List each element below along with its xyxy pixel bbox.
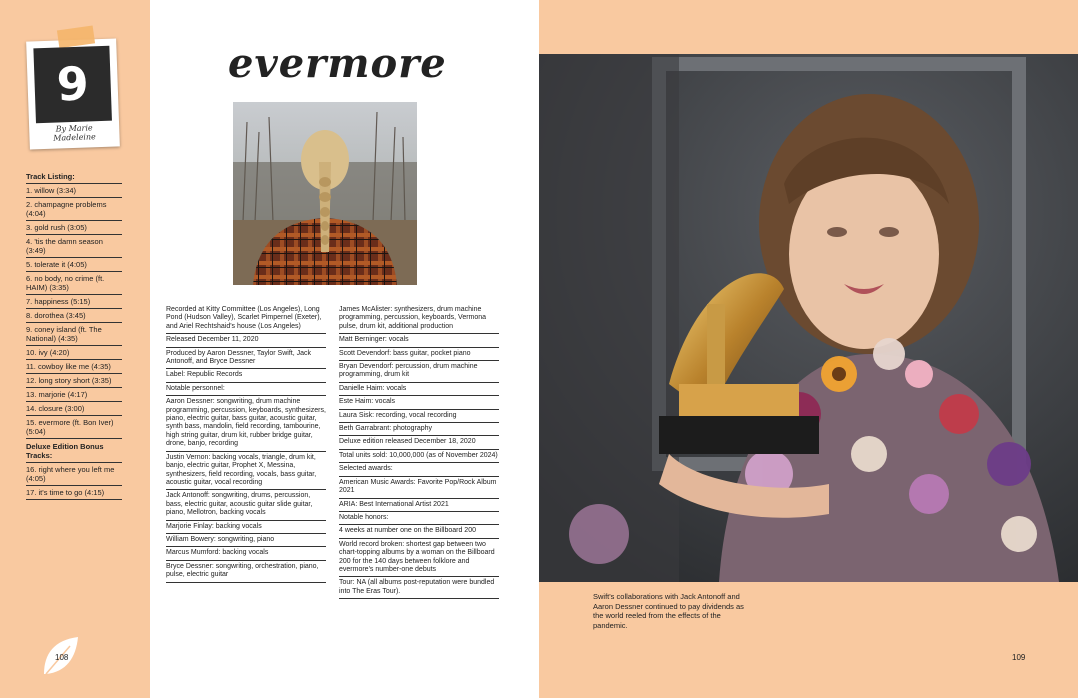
credit-entry: Laura Sisk: recording, vocal recording (339, 410, 499, 423)
track-row: 5. tolerate it (4:05) (26, 258, 122, 272)
track-row: 10. ivy (4:20) (26, 346, 122, 360)
credit-entry: Label: Republic Records (166, 369, 326, 382)
credit-entry: William Bowery: songwriting, piano (166, 534, 326, 547)
track-row: 11. cowboy like me (4:35) (26, 360, 122, 374)
credit-entry: Marjorie Finlay: backing vocals (166, 521, 326, 534)
credit-entry: ARIA: Best International Artist 2021 (339, 499, 499, 512)
chapter-polaroid (26, 38, 120, 149)
track-row: 4. 'tis the damn season (3:49) (26, 235, 122, 258)
track-row: 8. dorothea (3:45) (26, 309, 122, 323)
page-number-left: 108 (55, 653, 69, 662)
artist-photo (539, 54, 1078, 582)
track-row: 12. long story short (3:35) (26, 374, 122, 388)
credit-entry: Scott Devendorf: bass guitar, pocket piano (339, 348, 499, 361)
credit-entry: Produced by Aaron Dessner, Taylor Swift, Jack Antonoff, and Bryce Dessner (166, 348, 326, 370)
track-row: 14. closure (3:00) (26, 402, 122, 416)
track-row: 6. no body, no crime (ft. HAIM) (3:35) (26, 272, 122, 295)
credit-entry: Este Haim: vocals (339, 396, 499, 409)
track-row: 13. marjorie (4:17) (26, 388, 122, 402)
credit-entry: Marcus Mumford: backing vocals (166, 547, 326, 560)
credits-column-right (339, 304, 499, 599)
credit-entry: Jack Antonoff: songwriting, drums, percussion, bass, electric guitar, acoustic guitar slide guitar, piano, Mellotron, backing vocals (166, 490, 326, 520)
track-row: 7. happiness (5:15) (26, 295, 122, 309)
credit-entry: Total units sold: 10,000,000 (as of November 2024) (339, 450, 499, 463)
deluxe-tracks-title: Deluxe Edition Bonus Tracks: (26, 439, 122, 463)
credit-entry: Recorded at Kitty Committee (Los Angeles), Long Pond (Hudson Valley), Scarlet Pimpernel (Exeter), and Ariel Rechtshaid's house (Los Angeles) (166, 304, 326, 334)
page-number-right: 109 (1012, 653, 1026, 662)
credit-entry: Matt Berninger: vocals (339, 334, 499, 347)
chapter-number: 9 (33, 46, 112, 124)
credit-entry: Beth Garrabrant: photography (339, 423, 499, 436)
credit-entry: World record broken: shortest gap between two chart-topping albums by a woman on the Billboard 200 for the 140 days between folklore and evermore's number-one debuts (339, 539, 499, 578)
credit-entry: Selected awards: (339, 463, 499, 476)
credit-entry: James McAlister: synthesizers, drum machine programming, percussion, keyboards, Vermona pulse, drum kit, additional production (339, 304, 499, 334)
photo-caption: Swift's collaborations with Jack Antonoff and Aaron Dessner continued to pay dividends as the world reeled from the effects of the pandemic. (593, 592, 744, 630)
track-row: 2. champagne problems (4:04) (26, 198, 122, 221)
credit-entry: Deluxe edition released December 18, 2020 (339, 436, 499, 449)
credit-entry: Aaron Dessner: songwriting, drum machine programming, percussion, keyboards, synthesizers, piano, electric guitar, bass guitar, acoustic guitar, synth bass, mandolin, field recording, tambourine, high string guitar, drum kit, rubber bridge guitar, drone, banjo, recording (166, 396, 326, 451)
track-row: 17. it's time to go (4:15) (26, 486, 122, 500)
credit-entry: Justin Vernon: backing vocals, triangle, drum kit, banjo, electric guitar, Prophet X, Messina, synthesizers, field recording, vocals, bass guitar, acoustic guitar, vocal recording (166, 452, 326, 491)
credit-entry: Released December 11, 2020 (166, 334, 326, 347)
track-row: 1. willow (3:34) (26, 184, 122, 198)
credit-entry: Notable personnel: (166, 383, 326, 396)
credit-entry: 4 weeks at number one on the Billboard 200 (339, 525, 499, 538)
credit-entry: Bryan Devendorf: percussion, drum machine programming, drum kit (339, 361, 499, 383)
track-row: 16. right where you left me (4:05) (26, 463, 122, 486)
credit-entry: Notable honors: (339, 512, 499, 525)
credit-entry: Danielle Haim: vocals (339, 383, 499, 396)
album-cover-image (233, 102, 417, 285)
track-row: 15. evermore (ft. Bon Iver) (5:04) (26, 416, 122, 439)
credit-entry: Bryce Dessner: songwriting, orchestration, piano, pulse, electric guitar (166, 561, 326, 583)
tape-decoration (57, 25, 95, 48)
track-listing-title: Track Listing: (26, 172, 122, 184)
album-title: evermore (228, 40, 447, 87)
chapter-byline: By Marie Madeleine (53, 123, 96, 143)
track-listing (26, 172, 122, 500)
track-row: 9. coney island (ft. The National) (4:35) (26, 323, 122, 346)
credit-entry: Tour: NA (all albums post-reputation were bundled into The Eras Tour). (339, 577, 499, 599)
track-row: 3. gold rush (3:05) (26, 221, 122, 235)
credit-entry: American Music Awards: Favorite Pop/Rock Album 2021 (339, 477, 499, 499)
credits-column-left (166, 304, 326, 583)
